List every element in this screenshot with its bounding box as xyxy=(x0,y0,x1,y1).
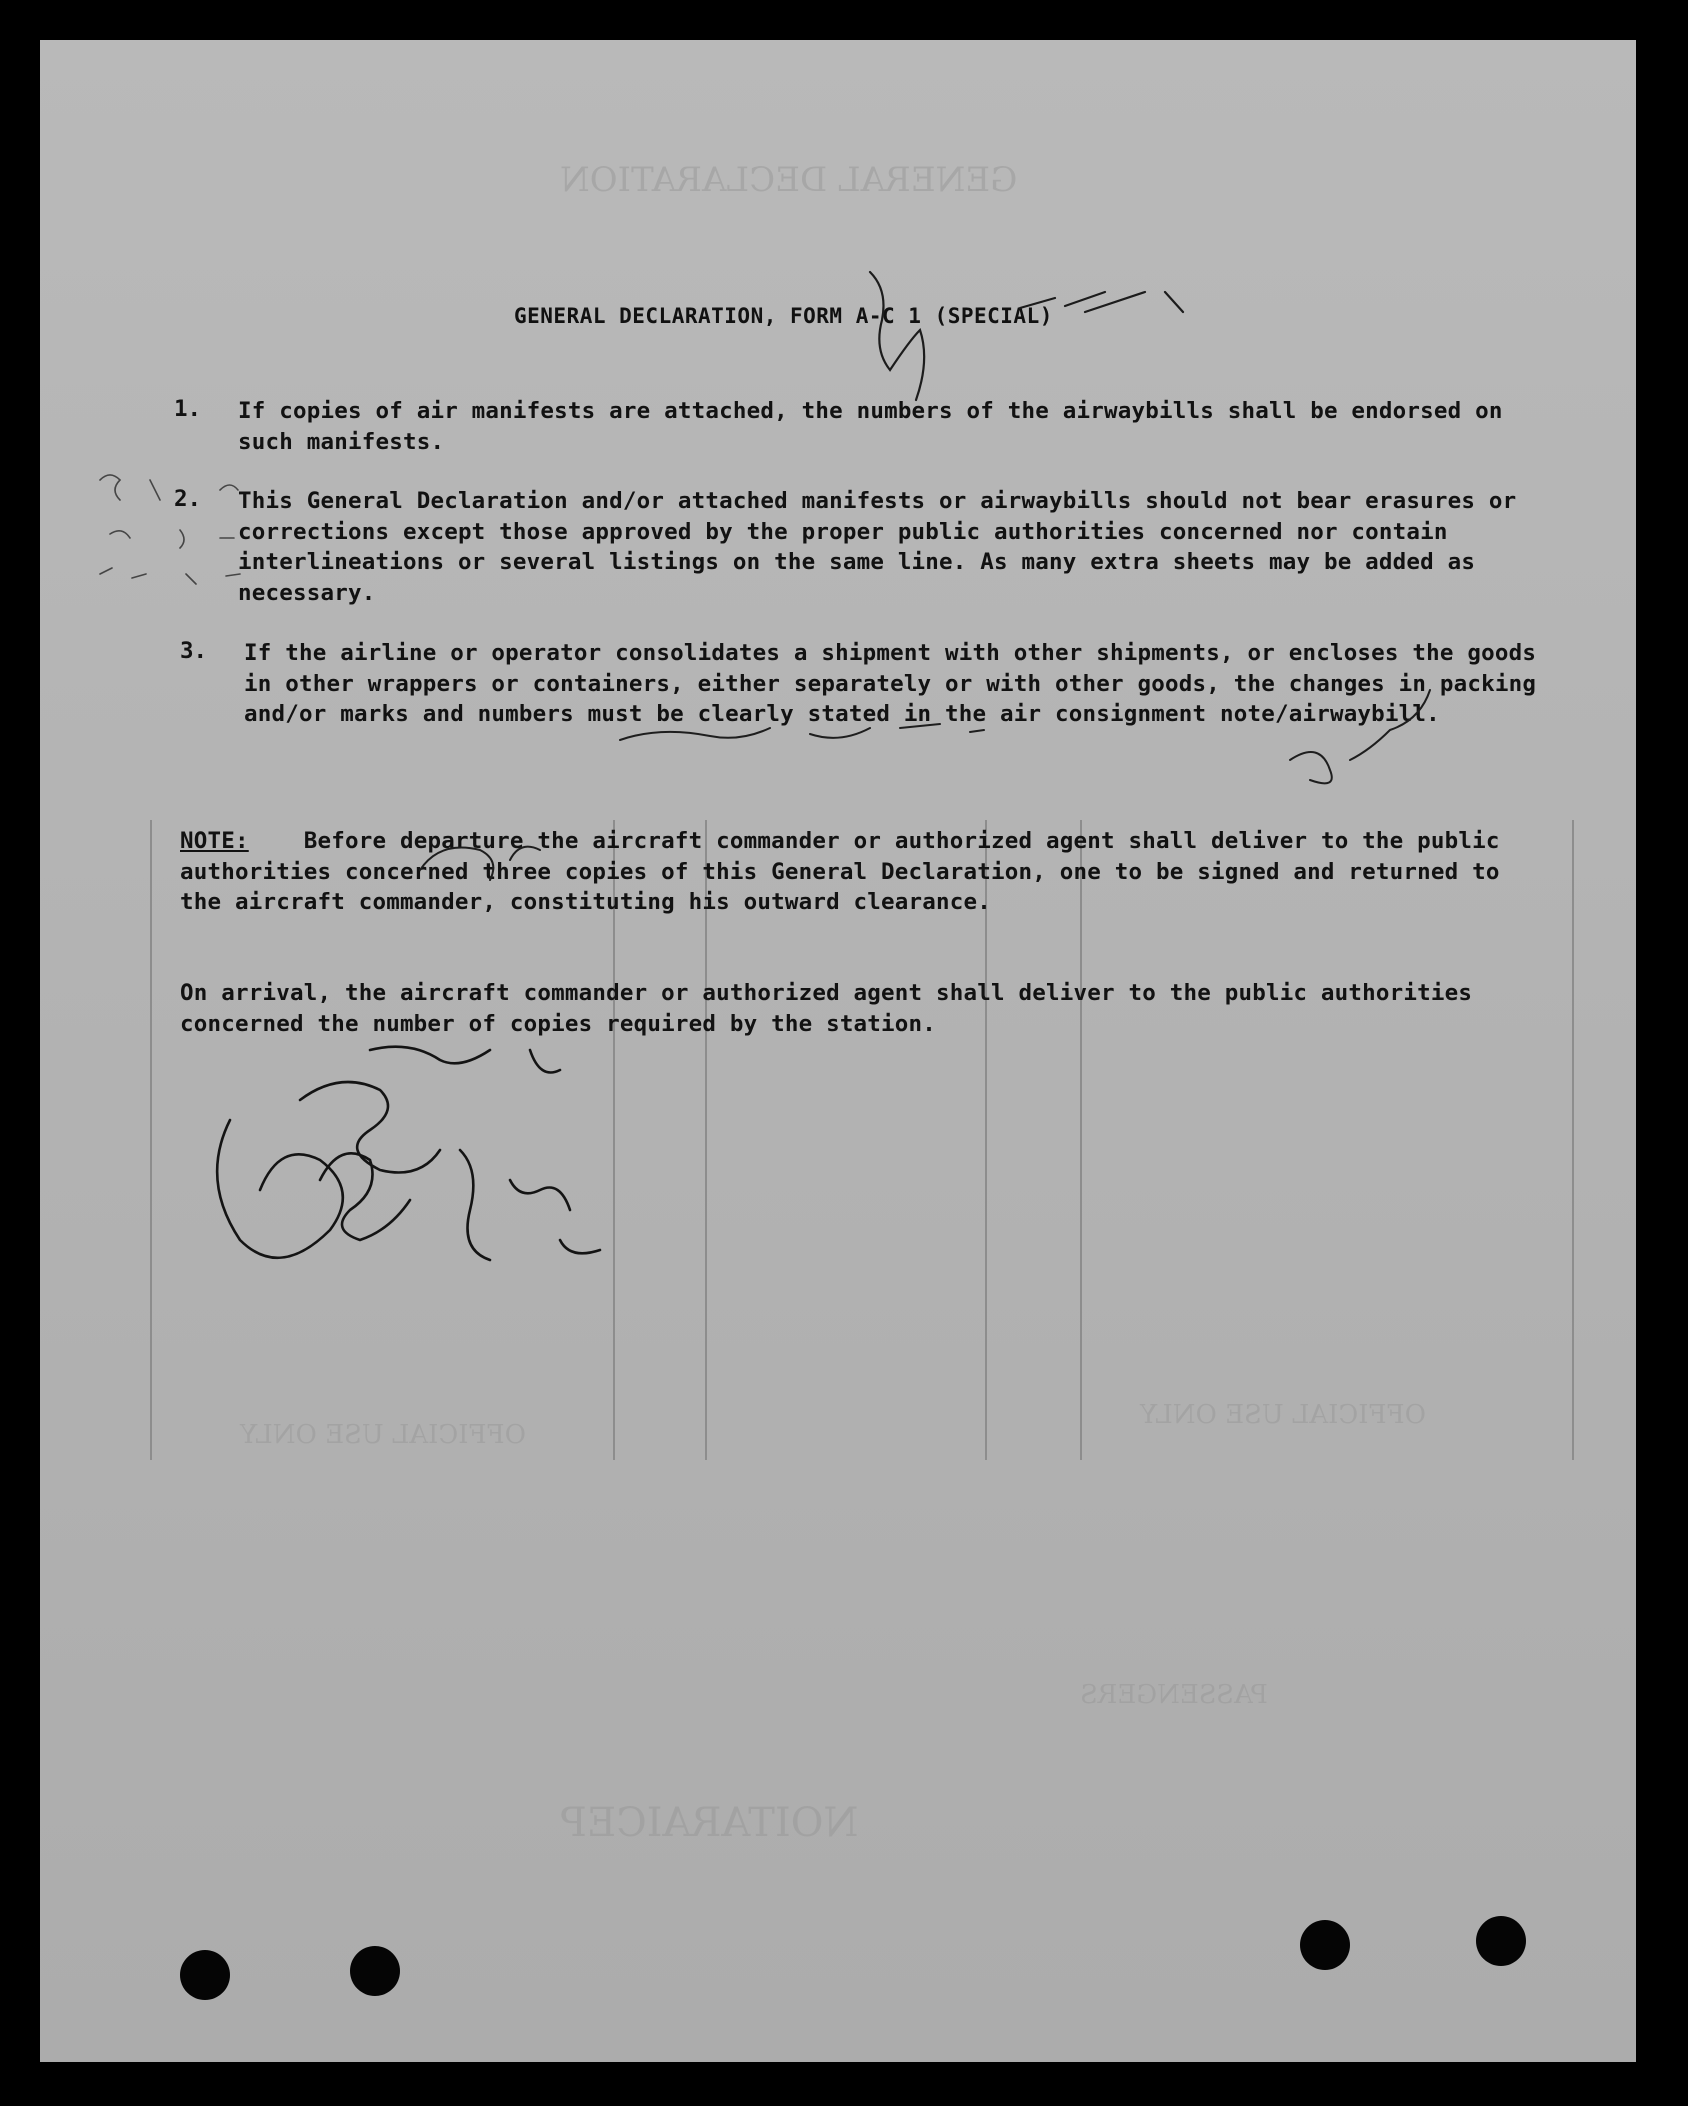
item-text: If copies of air manifests are attached, the numbers of the airwaybills shall be endorsed on such manifests. xyxy=(238,398,1503,455)
punch-hole xyxy=(180,1950,230,2000)
punch-hole xyxy=(1476,1916,1526,1966)
punch-hole xyxy=(350,1946,400,1996)
document-page xyxy=(40,40,1636,2062)
item-text: If the airline or operator consolidates a shipment with other shipments, or encloses the goods in other wrappers or containers, either separately or with other goods, the changes in packing and/or marks and numbers must be clearly stated in the air consignment note/airwaybill. xyxy=(244,640,1537,727)
punch-hole xyxy=(1300,1920,1350,1970)
item-number: 2. xyxy=(174,486,202,512)
note-label: NOTE: xyxy=(180,828,249,854)
signature xyxy=(460,1150,600,1260)
item-number: 3. xyxy=(180,638,208,664)
margin-numbers xyxy=(110,530,234,548)
bleed-through-text: OFFICIAL USE ONLY xyxy=(240,1420,526,1450)
margin-numbers xyxy=(100,475,238,500)
item3-scribble xyxy=(620,724,984,740)
note-text: Before departure the aircraft commander or authorized agent shall deliver to the public authorities concerned three copies of this General Declaration, one to be signed and returned to the aircraft commander, constituting his outward clearance. xyxy=(180,828,1500,915)
note-scribble xyxy=(420,847,540,880)
bleed-through-text: GENERAL DECLARATION xyxy=(560,160,1018,200)
item-number: 1. xyxy=(174,396,202,422)
signature xyxy=(217,1120,343,1258)
handwritten-marks xyxy=(40,40,1636,2062)
bleed-through-text: NOITARAICEP xyxy=(560,1800,859,1846)
title-scribble xyxy=(870,272,924,400)
bleed-through-text: PASSENGERS xyxy=(1080,1680,1268,1710)
signature xyxy=(370,1047,560,1073)
title-scribble xyxy=(1020,292,1183,312)
document-title: GENERAL DECLARATION, FORM A-C 1 (SPECIAL) xyxy=(514,304,1053,328)
arrival-paragraph: On arrival, the aircraft commander or authorized agent shall deliver to the public authorities concerned the number of copies required by the station. xyxy=(180,980,1473,1037)
item3-scribble xyxy=(1290,690,1430,783)
item-text: This General Declaration and/or attached manifests or airwaybills should not bear erasures or corrections except those approved by the proper public authorities concerned nor contain interlineations or several listings on the same line. As many extra sheets may be added as necessary. xyxy=(238,488,1517,606)
margin-numbers xyxy=(100,568,240,584)
bleed-through-text: OFFICIAL USE ONLY xyxy=(1140,1400,1426,1430)
